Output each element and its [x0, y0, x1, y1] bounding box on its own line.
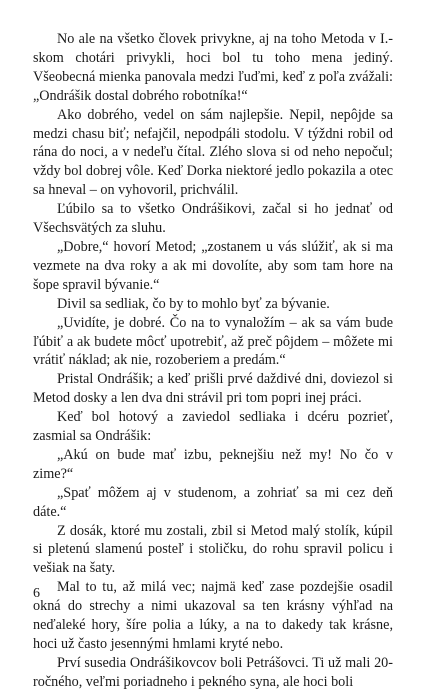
paragraph-11: Z dosák, ktoré mu zostali, zbil si Metod malý stolík, kúpil si pletenú slamenú posteľ i stoličku, do rohu spravil policu i vešiak na šaty.: [33, 522, 393, 577]
paragraph-3: Ľúbilo sa to všetko Ondrášikovi, začal si ho jednať od Všechsvätých za sluhu.: [33, 201, 393, 237]
book-page-text: [33, 30, 393, 692]
page-number: 6: [33, 586, 40, 601]
paragraph-12: Mal to tu, až milá vec; najmä keď zase pozdejšie osadil okná do strechy a nimi ukazoval sa ten krásny výhľad na neďaleké hory, šíre polia a lúky, a na to dakedy tak krásne, hoci už často jesennými hmlami kryté nebo.: [33, 579, 393, 652]
paragraph-9: „Akú on bude mať izbu, peknejšiu než my! No čo v zime?“: [33, 446, 393, 482]
paragraph-7: Pristal Ondrášik; a keď prišli prvé daždivé dni, doviezol si Metod dosky a len dva dni strávil pri tom popri inej práci.: [33, 371, 393, 407]
paragraph-8: Keď bol hotový a zaviedol sedliaka i dcéru pozrieť, zasmial sa Ondrášik:: [33, 409, 393, 445]
paragraph-2: Ako dobrého, vedel on sám najlepšie. Nepil, nepôjde sa medzi chasu biť; nefajčil, nepodpáli stodolu. V týždni robil od rána do noci, a v nedeľu čítal. Zlého slova si od neho nepočul; vždy bol dobrej vôle. Keď Dorka niektoré jedlo pokazila a otec sa hneval – on vyhovoril, prichválil.: [33, 106, 393, 199]
paragraph-4: „Dobre,“ hovorí Metod; „zostanem u vás slúžiť, ak si ma vezmete na dva roky a ak mi dovolíte, aby som tam hore na šope spravil bývanie.“: [33, 238, 393, 293]
paragraph-13: Prví susedia Ondrášikovcov boli Petrášovci. Ti už mali 20-ročného, veľmi poriadneho i pekného syna, ale hoci boli: [33, 654, 393, 690]
paragraph-5: Divil sa sedliak, čo by to mohlo byť za bývanie.: [57, 295, 330, 312]
paragraph-1: No ale na všetko človek privykne, aj na toho Metoda v I.-skom chotári privykli, hoci bol tu toho mena jediný. Všeobecná mienka panovala medzi ľuďmi, keď z poľa zvážali: „Ondrášik dostal dobrého robotníka!“: [33, 31, 393, 104]
paragraph-6: „Uvidíte, je dobré. Čo na to vynaložím – ak sa vám bude ľúbiť a ak budete môcť upotrebiť, až preč pôjdem – môžete mi vrátiť náklad; ak nie, rozoberiem a predám.“: [33, 314, 393, 369]
paragraph-10: „Spať môžem aj v studenom, a zohriať sa mi cez deň dáte.“: [33, 484, 393, 520]
